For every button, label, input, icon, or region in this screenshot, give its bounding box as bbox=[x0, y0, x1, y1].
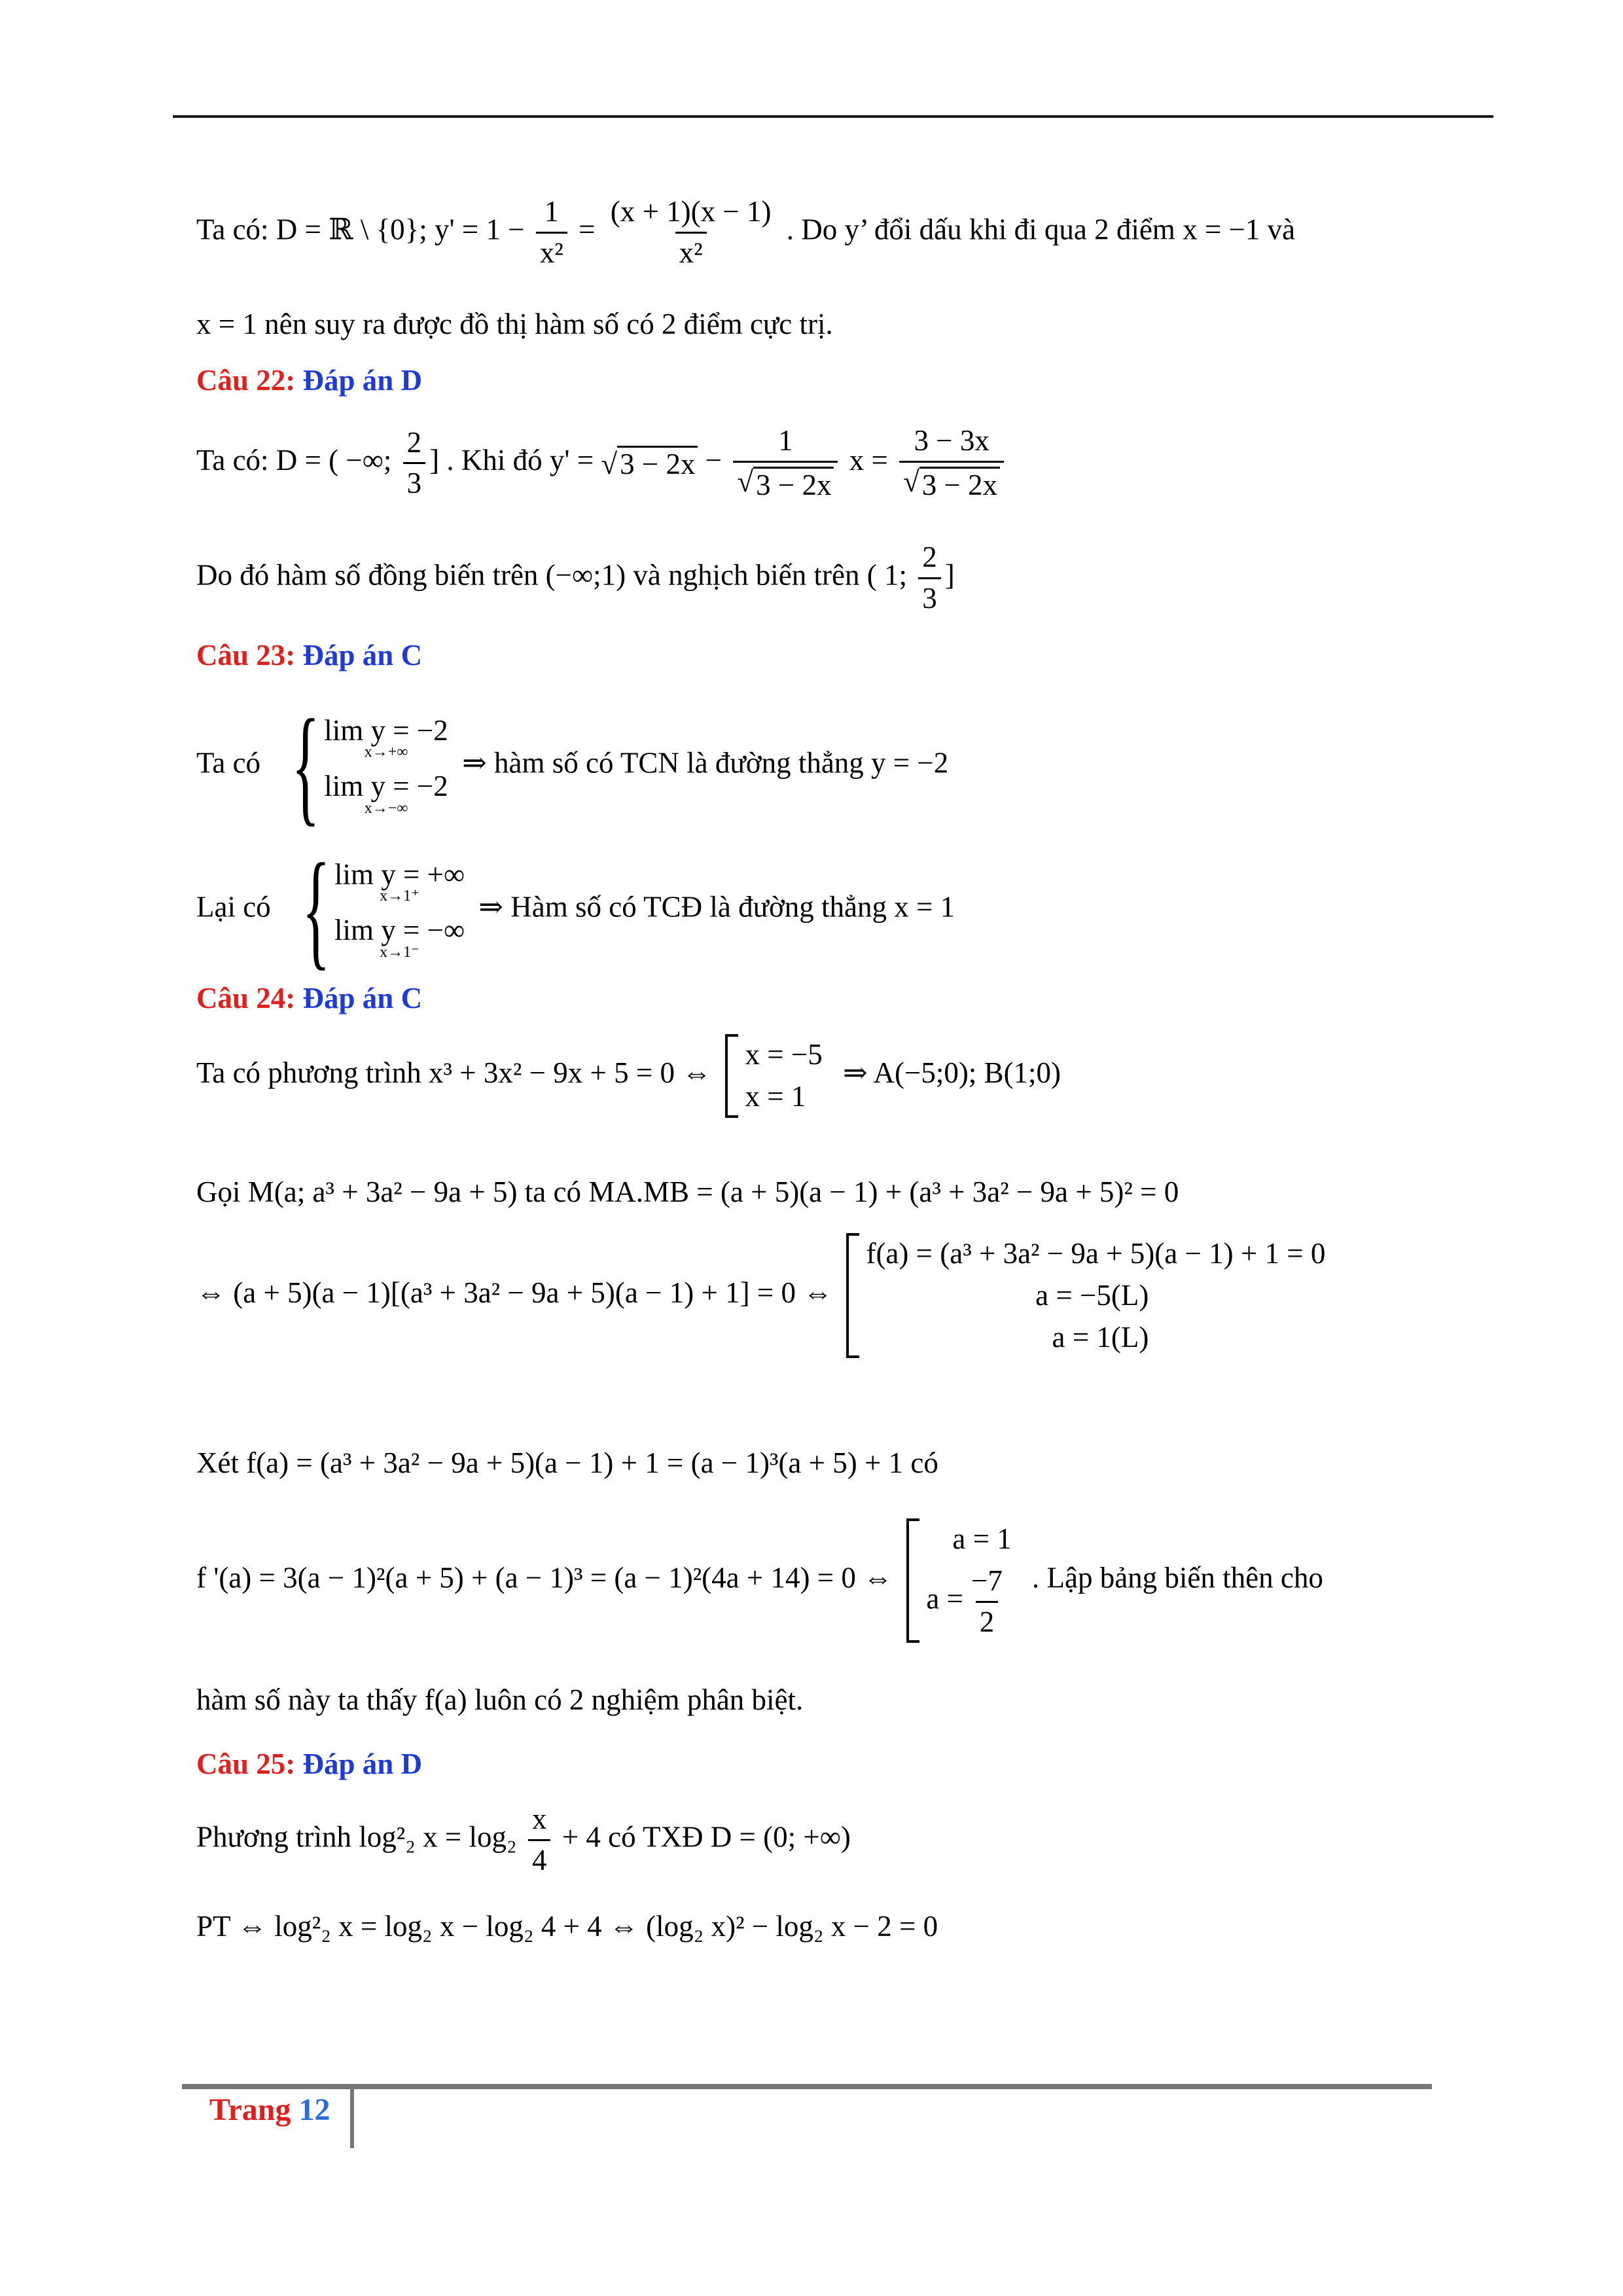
math: M(a; a³ + 3a² − 9a + 5) bbox=[247, 1175, 518, 1208]
text: Do đó hàm số đồng biến trên bbox=[196, 558, 539, 592]
math: D = (0; +∞) bbox=[710, 1820, 851, 1854]
page-number: 12 bbox=[298, 2092, 330, 2127]
text: . Do y’ đổi dấu khi đi qua 2 điểm bbox=[786, 213, 1175, 246]
footer-label: Trang bbox=[209, 2092, 291, 2127]
minus: − bbox=[705, 444, 722, 477]
q24-line5 bbox=[196, 1518, 1323, 1643]
text: nên suy ra được đồ thị hàm số có 2 điểm cực trị. bbox=[264, 308, 833, 340]
text: Ta có: bbox=[196, 444, 269, 477]
bracket: ] bbox=[429, 444, 440, 477]
q21-line2 bbox=[196, 308, 833, 342]
radicand: 3 − 2x bbox=[617, 446, 698, 482]
math: ⇔ (a + 5)(a − 1)[(a³ + 3a² − 9a + 5)(a − 1) + 1] = 0 ⇔ bbox=[196, 1276, 833, 1309]
text: và bbox=[1267, 213, 1296, 246]
numerator: (x + 1)(x − 1) bbox=[610, 195, 772, 228]
case-bracket bbox=[846, 1233, 1332, 1358]
fraction bbox=[918, 541, 941, 616]
denominator: x² bbox=[675, 232, 707, 270]
text: có TXĐ bbox=[608, 1820, 704, 1854]
question-number: Câu 22: bbox=[196, 364, 296, 397]
page-footer bbox=[209, 2092, 330, 2128]
radicand: 3 − 2x bbox=[919, 467, 1000, 503]
text: Lại có bbox=[196, 890, 271, 924]
footer-divider bbox=[350, 2087, 354, 2148]
numerator: 1 bbox=[544, 195, 560, 228]
limit-sub: x→1⁻ bbox=[380, 943, 419, 961]
sqrt: √3 − 2x bbox=[601, 446, 698, 482]
limit bbox=[334, 914, 465, 961]
numerator: −7 bbox=[971, 1564, 1003, 1597]
fraction bbox=[607, 195, 776, 270]
text: Gọi bbox=[196, 1175, 241, 1208]
q23-line1 bbox=[196, 693, 949, 838]
numerator: 2 bbox=[406, 425, 422, 459]
limit-sub: x→−∞ bbox=[364, 799, 408, 817]
answer-label: Đáp án C bbox=[302, 982, 423, 1014]
question-number: Câu 23: bbox=[196, 639, 296, 672]
answer-label: Đáp án D bbox=[302, 364, 423, 397]
q24-line6 bbox=[196, 1683, 803, 1717]
math: x = bbox=[849, 444, 888, 477]
math: x = −1 bbox=[1183, 213, 1260, 246]
q23-heading bbox=[196, 639, 422, 673]
limit bbox=[334, 858, 465, 906]
limit-sub: x→1⁺ bbox=[380, 888, 419, 905]
answer-label: Đáp án D bbox=[302, 1748, 423, 1780]
q24-line4 bbox=[196, 1446, 938, 1480]
text: ⇒ Hàm số có TCĐ là đường thẳng x = 1 bbox=[478, 890, 955, 924]
numerator: 3 − 3x bbox=[914, 424, 990, 457]
q24-line3 bbox=[196, 1233, 1338, 1358]
case: f(a) = (a³ + 3a² − 9a + 5)(a − 1) + 1 = 0 bbox=[866, 1237, 1326, 1270]
case: a = −5(L) bbox=[1035, 1278, 1149, 1312]
math: x³ + 3x² − 9x + 5 = 0 ⇔ bbox=[428, 1056, 712, 1090]
text: Ta có: bbox=[196, 213, 269, 246]
text: . Khi đó bbox=[446, 444, 543, 477]
case-bracket bbox=[906, 1518, 1018, 1643]
limit-expr: lim y = −2 bbox=[324, 770, 448, 802]
denominator: 2 bbox=[976, 1601, 999, 1640]
case: a = $\frac{-7}{2}$ bbox=[926, 1564, 1011, 1640]
q24-line2 bbox=[196, 1175, 1179, 1210]
denominator: x² bbox=[536, 232, 567, 270]
brace: { bbox=[302, 837, 330, 982]
math: f(a) bbox=[424, 1683, 467, 1716]
text: Xét bbox=[196, 1446, 239, 1479]
case-bracket bbox=[725, 1034, 829, 1118]
question-number: Câu 24: bbox=[196, 982, 296, 1014]
answer-label: Đáp án C bbox=[302, 639, 423, 672]
system bbox=[274, 693, 448, 838]
math: f '(a) = 3(a − 1)²(a + 5) + (a − 1)³ = (a − 1)²(4a + 14) = 0 ⇔ bbox=[196, 1561, 893, 1594]
footer-rule bbox=[182, 2084, 1432, 2089]
text: hàm số này ta thấy bbox=[196, 1683, 418, 1716]
math: f(a) = (a³ + 3a² − 9a + 5)(a − 1) + 1 = (a − 1)³(a + 5) + 1 bbox=[246, 1446, 904, 1479]
text: Ta có bbox=[196, 746, 261, 780]
system bbox=[285, 837, 465, 982]
denominator: √3 − 2x bbox=[733, 461, 838, 503]
math: log²₂ x = log₂ bbox=[359, 1820, 517, 1854]
q24-heading bbox=[196, 982, 422, 1016]
case: x = 1 bbox=[745, 1079, 806, 1113]
limit-expr: lim y = −∞ bbox=[334, 914, 465, 946]
fraction bbox=[899, 424, 1004, 503]
numerator: 2 bbox=[922, 541, 937, 573]
math: + 4 bbox=[562, 1820, 601, 1854]
limit-expr: lim y = −2 bbox=[324, 713, 448, 747]
math: x = 1 bbox=[196, 308, 257, 340]
text: . Lập bảng biến thên cho bbox=[1032, 1561, 1323, 1594]
fraction bbox=[536, 195, 567, 270]
radicand: 3 − 2x bbox=[753, 467, 834, 503]
text: ⇒ hàm số có TCN là đường thẳng y = −2 bbox=[462, 746, 949, 780]
denominator: 3 bbox=[918, 577, 941, 616]
math-domain: D = ℝ \ {0}; y' = 1 − bbox=[276, 213, 525, 246]
q22-heading bbox=[196, 364, 422, 398]
case: x = −5 bbox=[745, 1038, 823, 1071]
math: ( 1; bbox=[866, 558, 907, 592]
text: Phương trình bbox=[196, 1820, 351, 1854]
text: có bbox=[910, 1446, 938, 1479]
q22-line1 bbox=[196, 424, 1008, 503]
q25-line1 bbox=[196, 1803, 851, 1878]
math: y' = bbox=[549, 444, 594, 477]
limit bbox=[324, 770, 448, 817]
math: PT ⇔ log²₂ x = log₂ x − log₂ 4 + 4 ⇔ (log₂ x)² − log₂ x − 2 = 0 bbox=[196, 1910, 938, 1943]
denominator: √3 − 2x bbox=[899, 461, 1004, 503]
math: D = ( −∞; bbox=[276, 444, 392, 477]
text: và nghịch biến trên bbox=[633, 558, 860, 592]
q23-line2 bbox=[196, 837, 955, 982]
q22-line2 bbox=[196, 541, 955, 616]
q25-heading bbox=[196, 1748, 422, 1782]
math: (−∞;1) bbox=[545, 558, 626, 592]
brace: { bbox=[291, 693, 320, 838]
math: ⇒ A(−5;0); B(1;0) bbox=[842, 1056, 1061, 1090]
bracket: ] bbox=[944, 558, 955, 592]
fraction bbox=[403, 426, 426, 501]
fraction bbox=[733, 424, 838, 503]
case: a = 1(L) bbox=[1052, 1320, 1149, 1354]
denominator: 4 bbox=[528, 1839, 551, 1878]
limit bbox=[324, 714, 448, 762]
question-number: Câu 25: bbox=[196, 1748, 296, 1780]
header-rule bbox=[173, 115, 1493, 118]
text: Ta có phương trình bbox=[196, 1056, 421, 1090]
equals: = bbox=[579, 213, 596, 246]
denominator: 3 bbox=[403, 462, 426, 501]
q24-line1 bbox=[196, 1034, 1061, 1118]
case: a = 1 bbox=[952, 1522, 1012, 1555]
math: MA.MB = (a + 5)(a − 1) + (a³ + 3a² − 9a + 5)² = 0 bbox=[588, 1175, 1179, 1208]
limit-sub: x→+∞ bbox=[364, 744, 408, 761]
text: luôn có 2 nghiệm phân biệt. bbox=[474, 1683, 804, 1716]
text: ta có bbox=[524, 1175, 581, 1208]
q21-line1 bbox=[196, 195, 1295, 270]
fraction bbox=[528, 1803, 551, 1878]
limit-expr: lim y = +∞ bbox=[334, 857, 465, 891]
numerator: x bbox=[531, 1803, 547, 1835]
numerator: 1 bbox=[778, 424, 793, 457]
q25-line2 bbox=[196, 1910, 938, 1944]
